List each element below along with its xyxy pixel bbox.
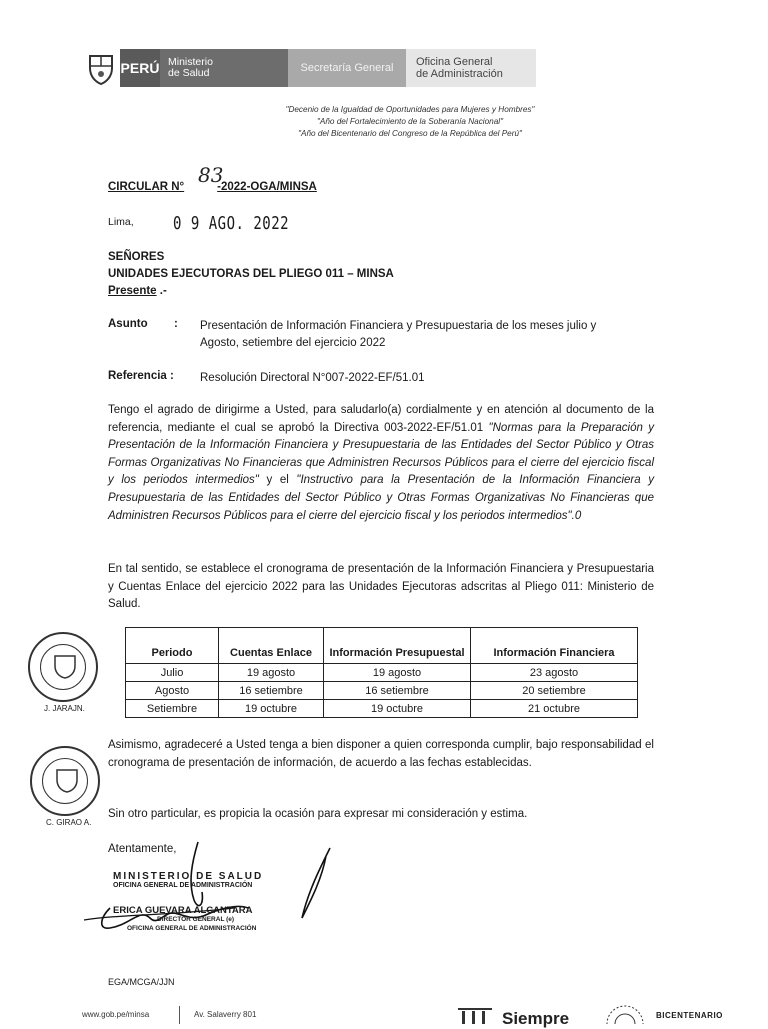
referencia-text: Resolución Directoral N°007-2022-EF/51.01 bbox=[200, 372, 425, 384]
footer-divider bbox=[179, 1006, 180, 1024]
secretaria-label: Secretaría General bbox=[288, 49, 406, 87]
table-row: Julio 19 agosto 19 agosto 23 agosto bbox=[126, 664, 638, 682]
table-row: Setiembre 19 octubre 19 octubre 21 octubre bbox=[126, 700, 638, 718]
asunto-label: Asunto bbox=[108, 318, 148, 330]
stamp-1-label: J. JARAJN. bbox=[44, 704, 85, 713]
table-header-row bbox=[126, 628, 638, 664]
header-periodo: Periodo bbox=[126, 628, 219, 664]
asunto-colon: : bbox=[174, 318, 178, 330]
table-row: Agosto 16 setiembre 16 setiembre 20 setiembre bbox=[126, 682, 638, 700]
ministerio-label: Ministerio de Salud bbox=[160, 49, 288, 87]
closing: Atentamente, bbox=[108, 843, 177, 855]
paragraph-1: Tengo el agrado de dirigirme a Usted, para saludarlo(a) cordialmente y en atención al documento de la referencia, mediante el cual se aprobó la Directiva 003-2022-EF/51.01 "Normas para la Preparación y Presentación de la Información Financiera y Presupuestaria de las Entidades del Sector Público y Otras Formas Organizativas No Financieras que Administren Recursos Públicos para el cierre del ejercicio fiscal y los periodos intermedios" y el "Instructivo para la Presentación de la Información Financiera y Presupuestaria de las Entidades del Sector Público y Otras Formas Organizativas No Financieras que Administren Recursos Públicos para el cierre del ejercicio fiscal y los periodos intermedios".0 bbox=[108, 404, 654, 522]
year-mottos: "Decenio de la Igualdad de Oportunidades para Mujeres y Hombres" "Año del Fortalecimiento de la Soberanía Nacional" "Año del Bicentenario del Congreso de la República del Perú" bbox=[285, 105, 535, 138]
ministry-seal-icon-1 bbox=[28, 632, 98, 702]
paragraph-4: Sin otro particular, es propicia la ocasión para expresar mi consideración y estima. bbox=[108, 808, 528, 820]
oficina-label: Oficina General de Administración bbox=[406, 49, 536, 87]
initials: EGA/MCGA/JJN bbox=[108, 977, 175, 987]
place: Lima, bbox=[108, 216, 134, 228]
referencia-label: Referencia : bbox=[108, 370, 174, 382]
bicentenario-sun-icon bbox=[600, 1000, 650, 1024]
paragraph-2: En tal sentido, se establece el cronograma de presentación de la Información Financiera y Presupuestaria y Cuentas Enlace del ejercicio 2022 para las Unidades Ejecutoras adscritas al Pliego 011: Ministerio de Salud. bbox=[108, 563, 654, 611]
footer-bicentenario: BICENTENARIO bbox=[656, 1011, 723, 1020]
ministry-seal-icon-2 bbox=[30, 746, 100, 816]
header-info-financiera: Información Financiera bbox=[471, 628, 638, 664]
circular-number: 83 bbox=[198, 163, 224, 187]
stamp-2-label: C. GIRAO A. bbox=[46, 818, 92, 827]
date-stamp: 0 9 AGO. 2022 bbox=[173, 214, 290, 234]
footer-siempre: Siempre bbox=[502, 1009, 570, 1028]
schedule-table bbox=[125, 627, 638, 718]
peru-shield-icon bbox=[84, 52, 118, 86]
peru-label: PERÚ bbox=[120, 49, 160, 87]
header-cuentas-enlace: Cuentas Enlace bbox=[219, 628, 324, 664]
footer-address: Av. Salaverry 801 bbox=[194, 1010, 257, 1019]
paragraph-3: Asimismo, agradeceré a Usted tenga a bien disponer a quien corresponda cumplir, bajo responsabilidad el cronograma de presentación de información, de acuerdo a las fechas establecidas. bbox=[108, 739, 654, 769]
header-info-presupuestal: Información Presupuestal bbox=[324, 628, 471, 664]
circular-title: CIRCULAR N° -2022-OGA/MINSA bbox=[108, 181, 317, 193]
footer-url: www.gob.pe/minsa bbox=[82, 1010, 150, 1019]
columns-icon bbox=[456, 1006, 496, 1024]
addressee: SEÑORES UNIDADES EJECUTORAS DEL PLIEGO 011 – MINSA Presente .- bbox=[108, 251, 394, 297]
asunto-text: Presentación de Información Financiera y Presupuestaria de los meses julio y Agosto, setiembre del ejercicio 2022 bbox=[200, 320, 597, 349]
signature-stamp: MINISTERIO DE SALUD OFICINA GENERAL DE ADMINISTRACIÓN ERICA GUEVARA ALCANTARA DIRECTOR GENERAL (e) OFICINA GENERAL DE ADMINISTRACIÓN bbox=[113, 871, 264, 932]
